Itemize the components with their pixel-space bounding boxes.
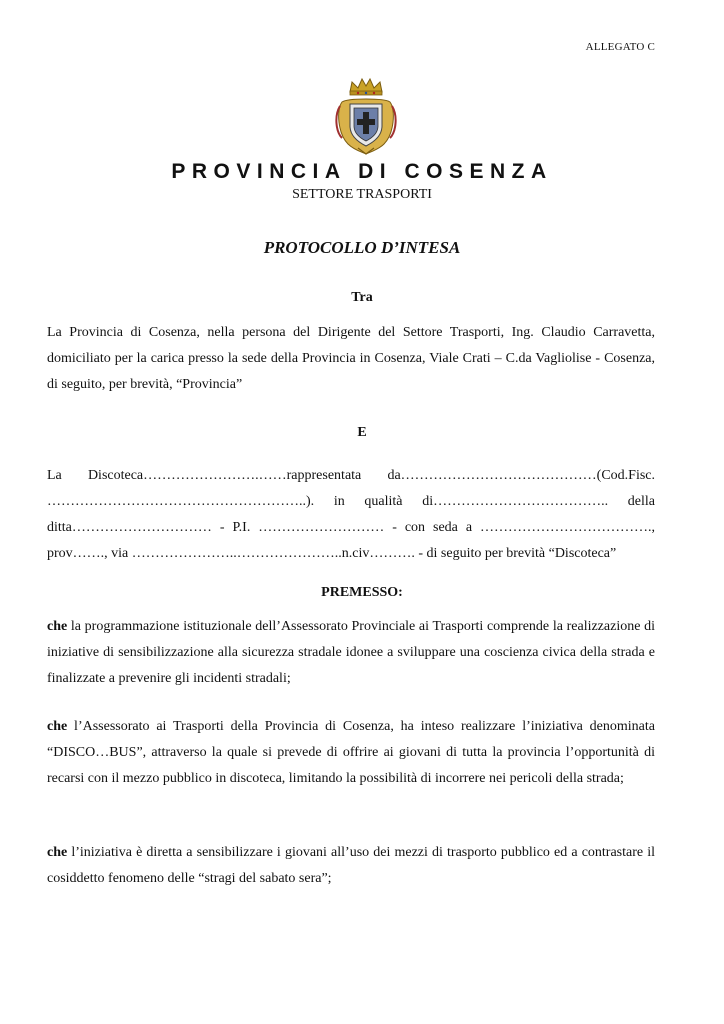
department-subtitle: SETTORE TRASPORTI — [292, 187, 432, 202]
premesso-item-lead: che — [47, 845, 68, 860]
crest-icon — [334, 76, 398, 156]
party-province-paragraph: La Provincia di Cosenza, nella persona del Dirigente del Settore Trasporti, Ing. Claudio Carravetta, domiciliato per la carica presso la sede della Provincia in Cosenza, Viale Crati – C.da Vagliolise - Cosenza, di seguito, per brevità, “Provincia” — [47, 325, 655, 392]
premesso-item-text: l’iniziativa è diretta a sensibilizzare i giovani all’uso dei mezzi di trasporto pubblico ed a contrastare il cosiddetto fenomeno delle “stragi del sabato sera”; — [47, 845, 655, 886]
premesso-item-lead: che — [47, 719, 68, 734]
party-discoteca-line: La Discoteca…………………….……rappresentata da……………………………………(Cod.Fisc. — [47, 468, 655, 483]
party-discoteca-paragraph — [47, 463, 655, 567]
and-label: E — [357, 425, 367, 440]
premesso-item-lead: che — [47, 619, 68, 634]
premesso-heading: PREMESSO: — [321, 585, 403, 600]
premesso-item — [47, 840, 655, 892]
premesso-item — [47, 714, 655, 792]
premesso-item — [47, 614, 655, 692]
premesso-item-text: la programmazione istituzionale dell’Assessorato Provinciale ai Trasporti comprende la realizzazione di iniziative di sensibilizzazione alla sicurezza stradale idonee a sviluppare una coscienza civica della strada e finalizzate a prevenire gli incidenti stradali; — [47, 619, 655, 686]
party-discoteca-line: ditta………………………… - P.I. ……………………… - con seda a ………………………………., — [47, 520, 655, 535]
province-title: PROVINCIA DI COSENZA — [171, 160, 553, 183]
document-title: PROTOCOLLO D’INTESA — [263, 238, 461, 257]
premesso-item-text: l’Assessorato ai Trasporti della Provincia di Cosenza, ha inteso realizzare l’iniziativa denominata “DISCO…BUS”, attraverso la quale si prevede di offrire ai giovani di tutta la provincia l’opportunità di recarsi con il mezzo pubblico in discoteca, limitando la possibilità di incorrere nei pericoli della strada; — [47, 719, 655, 786]
attachment-label: ALLEGATO C — [585, 41, 655, 53]
party-discoteca-line: prov……., via …………………..…………………..n.civ………. - di seguito per brevità “Discoteca” — [47, 546, 617, 561]
between-label: Tra — [351, 290, 373, 305]
party-discoteca-line: ………………………………………………..). in qualità di……………………………….. della — [47, 494, 655, 509]
